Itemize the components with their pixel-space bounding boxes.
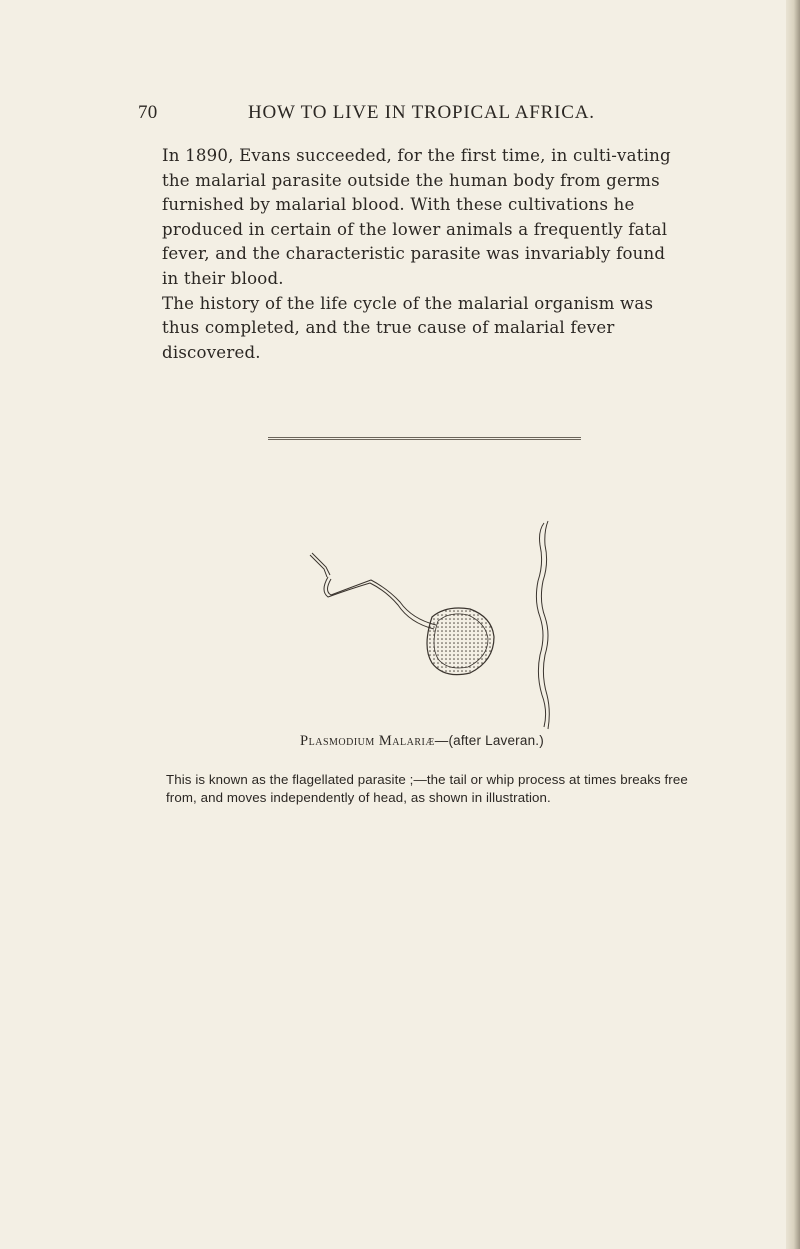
figure-note-text: This is known as the flagellated parasite ;—the tail or whip process at times breaks free from, and moves independently of head, as shown in illustration. [166,772,688,805]
paragraph-1: In 1890, Evans succeeded, for the first time, in culti-vating the malarial parasite outside the human body from germs furnished by malarial blood. With these cultivations he produced in certain of the lower animals a frequently fatal fever, and the characteristic parasite was invariably found in their blood. [162,146,671,288]
caption-attribution: —(after Laveran.) [434,733,544,748]
plasmodium-drawing [300,505,570,755]
plasmodium-illustration [300,505,570,755]
page-number: 70 [138,102,158,123]
page-edge-shadow [786,0,800,1249]
parasite-body-outline [427,608,494,675]
paragraph-2: The history of the life cycle of the malarial organism was thus completed, and the true cause of malarial fever discovered. [162,293,654,362]
detached-flagellum-lower-b [328,579,437,625]
section-rule [268,437,581,440]
body-text [162,144,680,365]
figure-caption [162,733,682,750]
free-flagellum [536,523,545,727]
figure-note [166,771,688,807]
detached-flagellum-upper [312,553,330,575]
book-title-header: HOW TO LIVE IN TROPICAL AFRICA. [248,102,595,123]
caption-species-name: Plasmodium Malariæ [300,733,435,749]
running-head [138,102,678,126]
